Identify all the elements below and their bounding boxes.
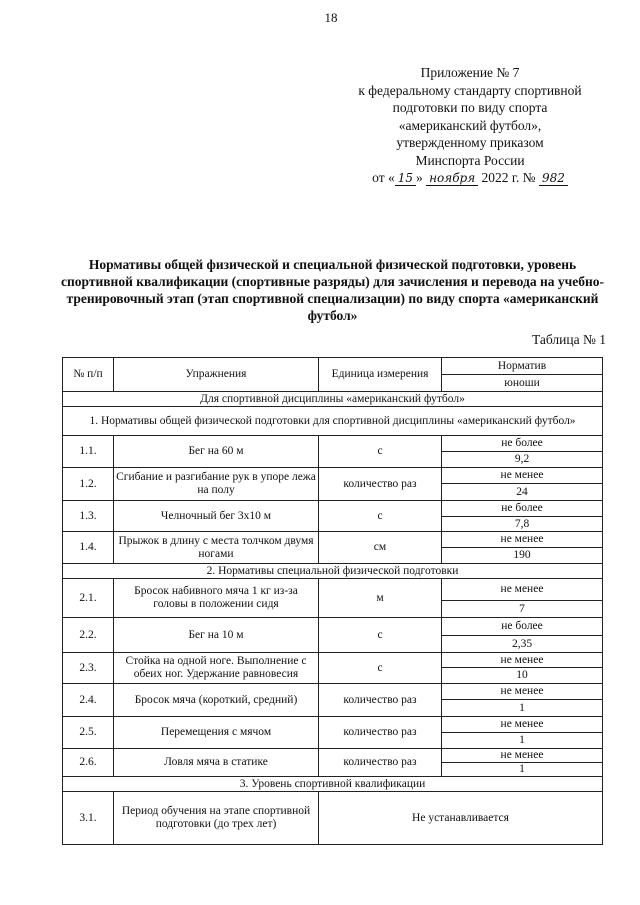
row-value: 10	[442, 668, 603, 684]
table-label: Таблица № 1	[532, 332, 606, 347]
row-exercise: Прыжок в длину с места толчком двумя ногами	[114, 532, 319, 564]
row-num: 2.6.	[63, 749, 114, 777]
norms-table	[62, 357, 603, 845]
date-mid: »	[416, 170, 423, 185]
row-num: 1.1.	[63, 436, 114, 468]
row-condition: не менее	[442, 684, 603, 700]
row-num: 1.4.	[63, 532, 114, 564]
handwritten-number: 982	[539, 172, 568, 186]
row-value: 1	[442, 733, 603, 749]
row-condition: не более	[442, 618, 603, 636]
header-norm: Норматив	[442, 358, 603, 375]
appendix-header	[335, 64, 605, 187]
date-prefix: от «	[372, 170, 395, 185]
handwritten-day: 15	[395, 172, 416, 186]
appendix-line: подготовки по виду спорта	[392, 100, 548, 115]
row-exercise: Челночный бег 3x10 м	[114, 501, 319, 532]
header-exercise: Упражнения	[114, 358, 319, 392]
table-row	[63, 618, 603, 636]
row-exercise: Период обучения на этапе спортивной подготовки (до трех лет)	[114, 792, 319, 845]
page-number: 18	[324, 10, 338, 25]
row-condition: не более	[442, 501, 603, 517]
row-condition: не менее	[442, 579, 603, 601]
row-unit: с	[319, 618, 442, 653]
row-exercise: Бросок мяча (короткий, средний)	[114, 684, 319, 717]
appendix-line: к федеральному стандарту спортивной	[358, 82, 582, 98]
order-date	[335, 169, 605, 187]
table-row	[63, 468, 603, 484]
row-unit: количество раз	[319, 749, 442, 777]
row-num: 2.1.	[63, 579, 114, 618]
row-num: 2.5.	[63, 717, 114, 749]
row-value: 190	[442, 548, 603, 564]
appendix-line: Приложение № 7	[420, 65, 520, 80]
table-row	[63, 532, 603, 548]
handwritten-month: ноября	[426, 172, 478, 186]
row-exercise: Бег на 60 м	[114, 436, 319, 468]
appendix-line: утвержденному приказом	[396, 135, 544, 150]
row-num: 2.3.	[63, 653, 114, 684]
row-value: 1	[442, 763, 603, 777]
row-exercise: Бросок набивного мяча 1 кг из-за головы в положении сидя	[114, 579, 319, 618]
section-2-heading: 2. Нормативы специальной физической подготовки	[63, 564, 603, 579]
table-row	[63, 436, 603, 452]
row-condition: не менее	[442, 468, 603, 484]
table-row	[63, 749, 603, 763]
table-row	[63, 717, 603, 733]
row-condition: не менее	[442, 653, 603, 668]
row-exercise: Перемещения с мячом	[114, 717, 319, 749]
row-exercise: Стойка на одной ноге. Выполнение с обеих ног. Удержание равновесия	[114, 653, 319, 684]
row-value: 24	[442, 484, 603, 501]
row-num: 2.4.	[63, 684, 114, 717]
row-condition: не менее	[442, 532, 603, 548]
table-row	[63, 501, 603, 517]
row-num: 1.3.	[63, 501, 114, 532]
row-num: 3.1.	[63, 792, 114, 845]
date-year: 2022 г. №	[481, 170, 536, 185]
appendix-line: «американский футбол»,	[398, 117, 542, 133]
row-unit: с	[319, 436, 442, 468]
row-value: 7,8	[442, 517, 603, 532]
row-num: 2.2.	[63, 618, 114, 653]
section-1-heading: 1. Нормативы общей физической подготовки для спортивной дисциплины «американский футбол»	[63, 407, 603, 436]
row-value: 1	[442, 700, 603, 717]
row-exercise: Ловля мяча в статике	[114, 749, 319, 777]
document-title: Нормативы общей физической и специальной физической подготовки, уровень спортивной квалификации (спортивные разряды) для зачисления и перевода на учебно-тренировочный этап (этап спортивной специализации) по виду спорта «американский футбол»	[60, 257, 604, 323]
row-unit: количество раз	[319, 684, 442, 717]
row-value: Не устанавливается	[319, 792, 603, 845]
table-row	[63, 792, 603, 845]
row-unit: количество раз	[319, 717, 442, 749]
row-unit: количество раз	[319, 468, 442, 501]
row-value: 7	[442, 601, 603, 618]
discipline-row: Для спортивной дисциплины «американский футбол»	[63, 392, 603, 407]
section-3-heading: 3. Уровень спортивной квалификации	[63, 777, 603, 792]
header-num: № п/п	[63, 358, 114, 392]
row-exercise: Сгибание и разгибание рук в упоре лежа на полу	[114, 468, 319, 501]
row-condition: не менее	[442, 717, 603, 733]
table-row	[63, 684, 603, 700]
row-num: 1.2.	[63, 468, 114, 501]
row-value: 9,2	[442, 452, 603, 468]
table-row	[63, 653, 603, 668]
row-unit: с	[319, 501, 442, 532]
row-value: 2,35	[442, 636, 603, 653]
row-exercise: Бег на 10 м	[114, 618, 319, 653]
row-unit: м	[319, 579, 442, 618]
appendix-line: Минспорта России	[415, 152, 525, 168]
row-condition: не менее	[442, 749, 603, 763]
table-row	[63, 579, 603, 601]
row-unit: см	[319, 532, 442, 564]
row-unit: с	[319, 653, 442, 684]
header-unit: Единица измерения	[319, 358, 442, 392]
header-norm-sub: юноши	[442, 375, 603, 392]
row-condition: не более	[442, 436, 603, 452]
